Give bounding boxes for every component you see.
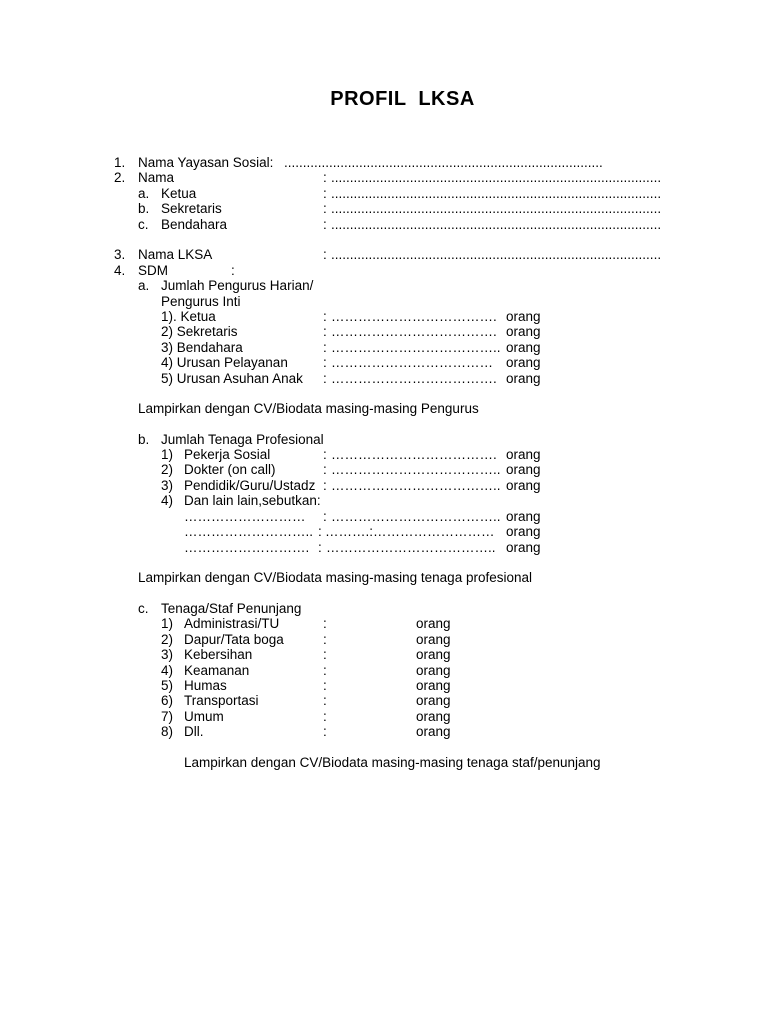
field-colon: : — [323, 724, 327, 739]
field-colon: : — [323, 371, 327, 386]
field-colon: : — [323, 663, 327, 678]
row-label: 1). Ketua — [161, 309, 216, 324]
fill-dots: ……………………….. — [184, 524, 314, 539]
row-number: 2) — [161, 462, 174, 477]
field-colon: : — [318, 524, 322, 539]
note-text: Lampirkan dengan CV/Biodata masing-masing tenaga profesional — [138, 570, 532, 585]
field-colon: : — [323, 616, 327, 631]
field-colon: : — [323, 693, 327, 708]
item-letter: a. — [138, 186, 150, 201]
row-number: 6) — [161, 693, 174, 708]
unit-label: orang — [416, 632, 451, 647]
field-colon: : — [323, 170, 327, 185]
field-label: Ketua — [161, 186, 197, 201]
fill-dots: ………………………………. — [331, 447, 497, 462]
row-number: 8) — [161, 724, 174, 739]
unit-label: orang — [416, 663, 451, 678]
note-text: Lampirkan dengan CV/Biodata masing-masing Pengurus — [138, 401, 479, 416]
field-colon: : — [323, 509, 327, 524]
row-label: Administrasi/TU — [184, 616, 280, 631]
row-label: Dan lain lain,sebutkan: — [184, 493, 321, 508]
unit-label: orang — [416, 709, 451, 724]
item-letter: c. — [138, 217, 149, 232]
fill-dots: ……………………………… — [331, 355, 493, 370]
field-colon: : — [323, 632, 327, 647]
fill-dots: ……………………………….. — [326, 540, 496, 555]
fill-dots: ………………………………. — [331, 371, 497, 386]
unit-label: orang — [506, 340, 541, 355]
field-colon: : — [323, 709, 327, 724]
field-colon: : — [323, 201, 327, 216]
row-label: 4) Urusan Pelayanan — [161, 355, 288, 370]
row-label: Dokter (on call) — [184, 462, 276, 477]
row-label: 3) Bendahara — [161, 340, 243, 355]
fill-dots: ........................................................................................ — [331, 247, 662, 262]
item-number: 1. — [114, 155, 126, 170]
unit-label: orang — [506, 509, 541, 524]
fill-dots: ……….:……………………… — [325, 524, 495, 539]
item-number: 2. — [114, 170, 126, 185]
field-label: Nama — [138, 170, 175, 185]
field-colon: : — [323, 355, 327, 370]
unit-label: orang — [506, 462, 541, 477]
unit-label: orang — [416, 678, 451, 693]
field-colon: : — [231, 263, 235, 278]
fill-dots: ........................................................................................ — [331, 201, 662, 216]
fill-dots: ………………………………. — [331, 324, 497, 339]
fill-dots: ........................................................................................ — [331, 186, 662, 201]
field-colon: : — [323, 678, 327, 693]
row-number: 5) — [161, 678, 174, 693]
unit-label: orang — [506, 478, 541, 493]
unit-label: orang — [506, 524, 541, 539]
fill-dots: ……………………………….. — [331, 462, 501, 477]
fill-dots: ……………………………….. — [331, 509, 501, 524]
subsection-label: Tenaga/Staf Penunjang — [161, 601, 302, 616]
subsection-label: Pengurus Inti — [161, 294, 241, 309]
unit-label: orang — [416, 616, 451, 631]
field-colon: : — [323, 217, 327, 232]
row-label: Dll. — [184, 724, 204, 739]
row-label: Transportasi — [184, 693, 259, 708]
fill-dots: ..................................................................................... — [284, 155, 603, 170]
page-title: PROFIL LKSA — [330, 88, 475, 110]
field-colon: : — [323, 324, 327, 339]
row-number: 3) — [161, 478, 174, 493]
fill-dots: ........................................................................................ — [331, 170, 662, 185]
row-label: Keamanan — [184, 663, 250, 678]
unit-label: orang — [506, 540, 541, 555]
field-colon: : — [323, 340, 327, 355]
fill-dots: ……………………………….. — [331, 340, 501, 355]
field-label: Nama Yayasan Sosial: — [138, 155, 274, 170]
row-number: 2) — [161, 632, 174, 647]
unit-label: orang — [416, 693, 451, 708]
field-colon: : — [323, 247, 327, 262]
unit-label: orang — [506, 324, 541, 339]
field-label: Bendahara — [161, 217, 228, 232]
field-label: Nama LKSA — [138, 247, 213, 262]
row-label: 2) Sekretaris — [161, 324, 238, 339]
row-number: 4) — [161, 663, 174, 678]
item-letter: c. — [138, 601, 149, 616]
subsection-label: Jumlah Pengurus Harian/ — [161, 278, 314, 293]
unit-label: orang — [416, 724, 451, 739]
field-colon: : — [323, 462, 327, 477]
item-letter: a. — [138, 278, 150, 293]
row-label: Pendidik/Guru/Ustadz — [184, 478, 316, 493]
field-colon: : — [323, 478, 327, 493]
field-label: Sekretaris — [161, 201, 222, 216]
subsection-label: Jumlah Tenaga Profesional — [161, 432, 324, 447]
field-label: SDM — [138, 263, 168, 278]
field-colon: : — [323, 647, 327, 662]
item-number: 4. — [114, 263, 126, 278]
fill-dots: ........................................................................................ — [331, 217, 662, 232]
unit-label: orang — [506, 371, 541, 386]
fill-dots: ………………………. — [184, 540, 310, 555]
item-letter: b. — [138, 432, 150, 447]
row-number: 4) — [161, 493, 174, 508]
row-number: 7) — [161, 709, 174, 724]
unit-label: orang — [506, 447, 541, 462]
field-colon: : — [318, 540, 322, 555]
note-text: Lampirkan dengan CV/Biodata masing-masing tenaga staf/penunjang — [184, 755, 601, 770]
row-number: 1) — [161, 616, 174, 631]
row-label: Kebersihan — [184, 647, 253, 662]
unit-label: orang — [506, 309, 541, 324]
item-letter: b. — [138, 201, 150, 216]
row-label: Dapur/Tata boga — [184, 632, 284, 647]
row-label: Humas — [184, 678, 227, 693]
field-colon: : — [323, 309, 327, 324]
row-label: 5) Urusan Asuhan Anak — [161, 371, 303, 386]
unit-label: orang — [416, 647, 451, 662]
field-colon: : — [323, 186, 327, 201]
row-label: Pekerja Sosial — [184, 447, 271, 462]
row-number: 3) — [161, 647, 174, 662]
fill-dots: ……………………………….. — [331, 478, 501, 493]
item-number: 3. — [114, 247, 126, 262]
unit-label: orang — [506, 355, 541, 370]
row-number: 1) — [161, 447, 174, 462]
field-colon: : — [323, 447, 327, 462]
row-label: Umum — [184, 709, 224, 724]
fill-dots: ………………………………. — [331, 309, 497, 324]
fill-dots: ……………………… — [184, 509, 306, 524]
